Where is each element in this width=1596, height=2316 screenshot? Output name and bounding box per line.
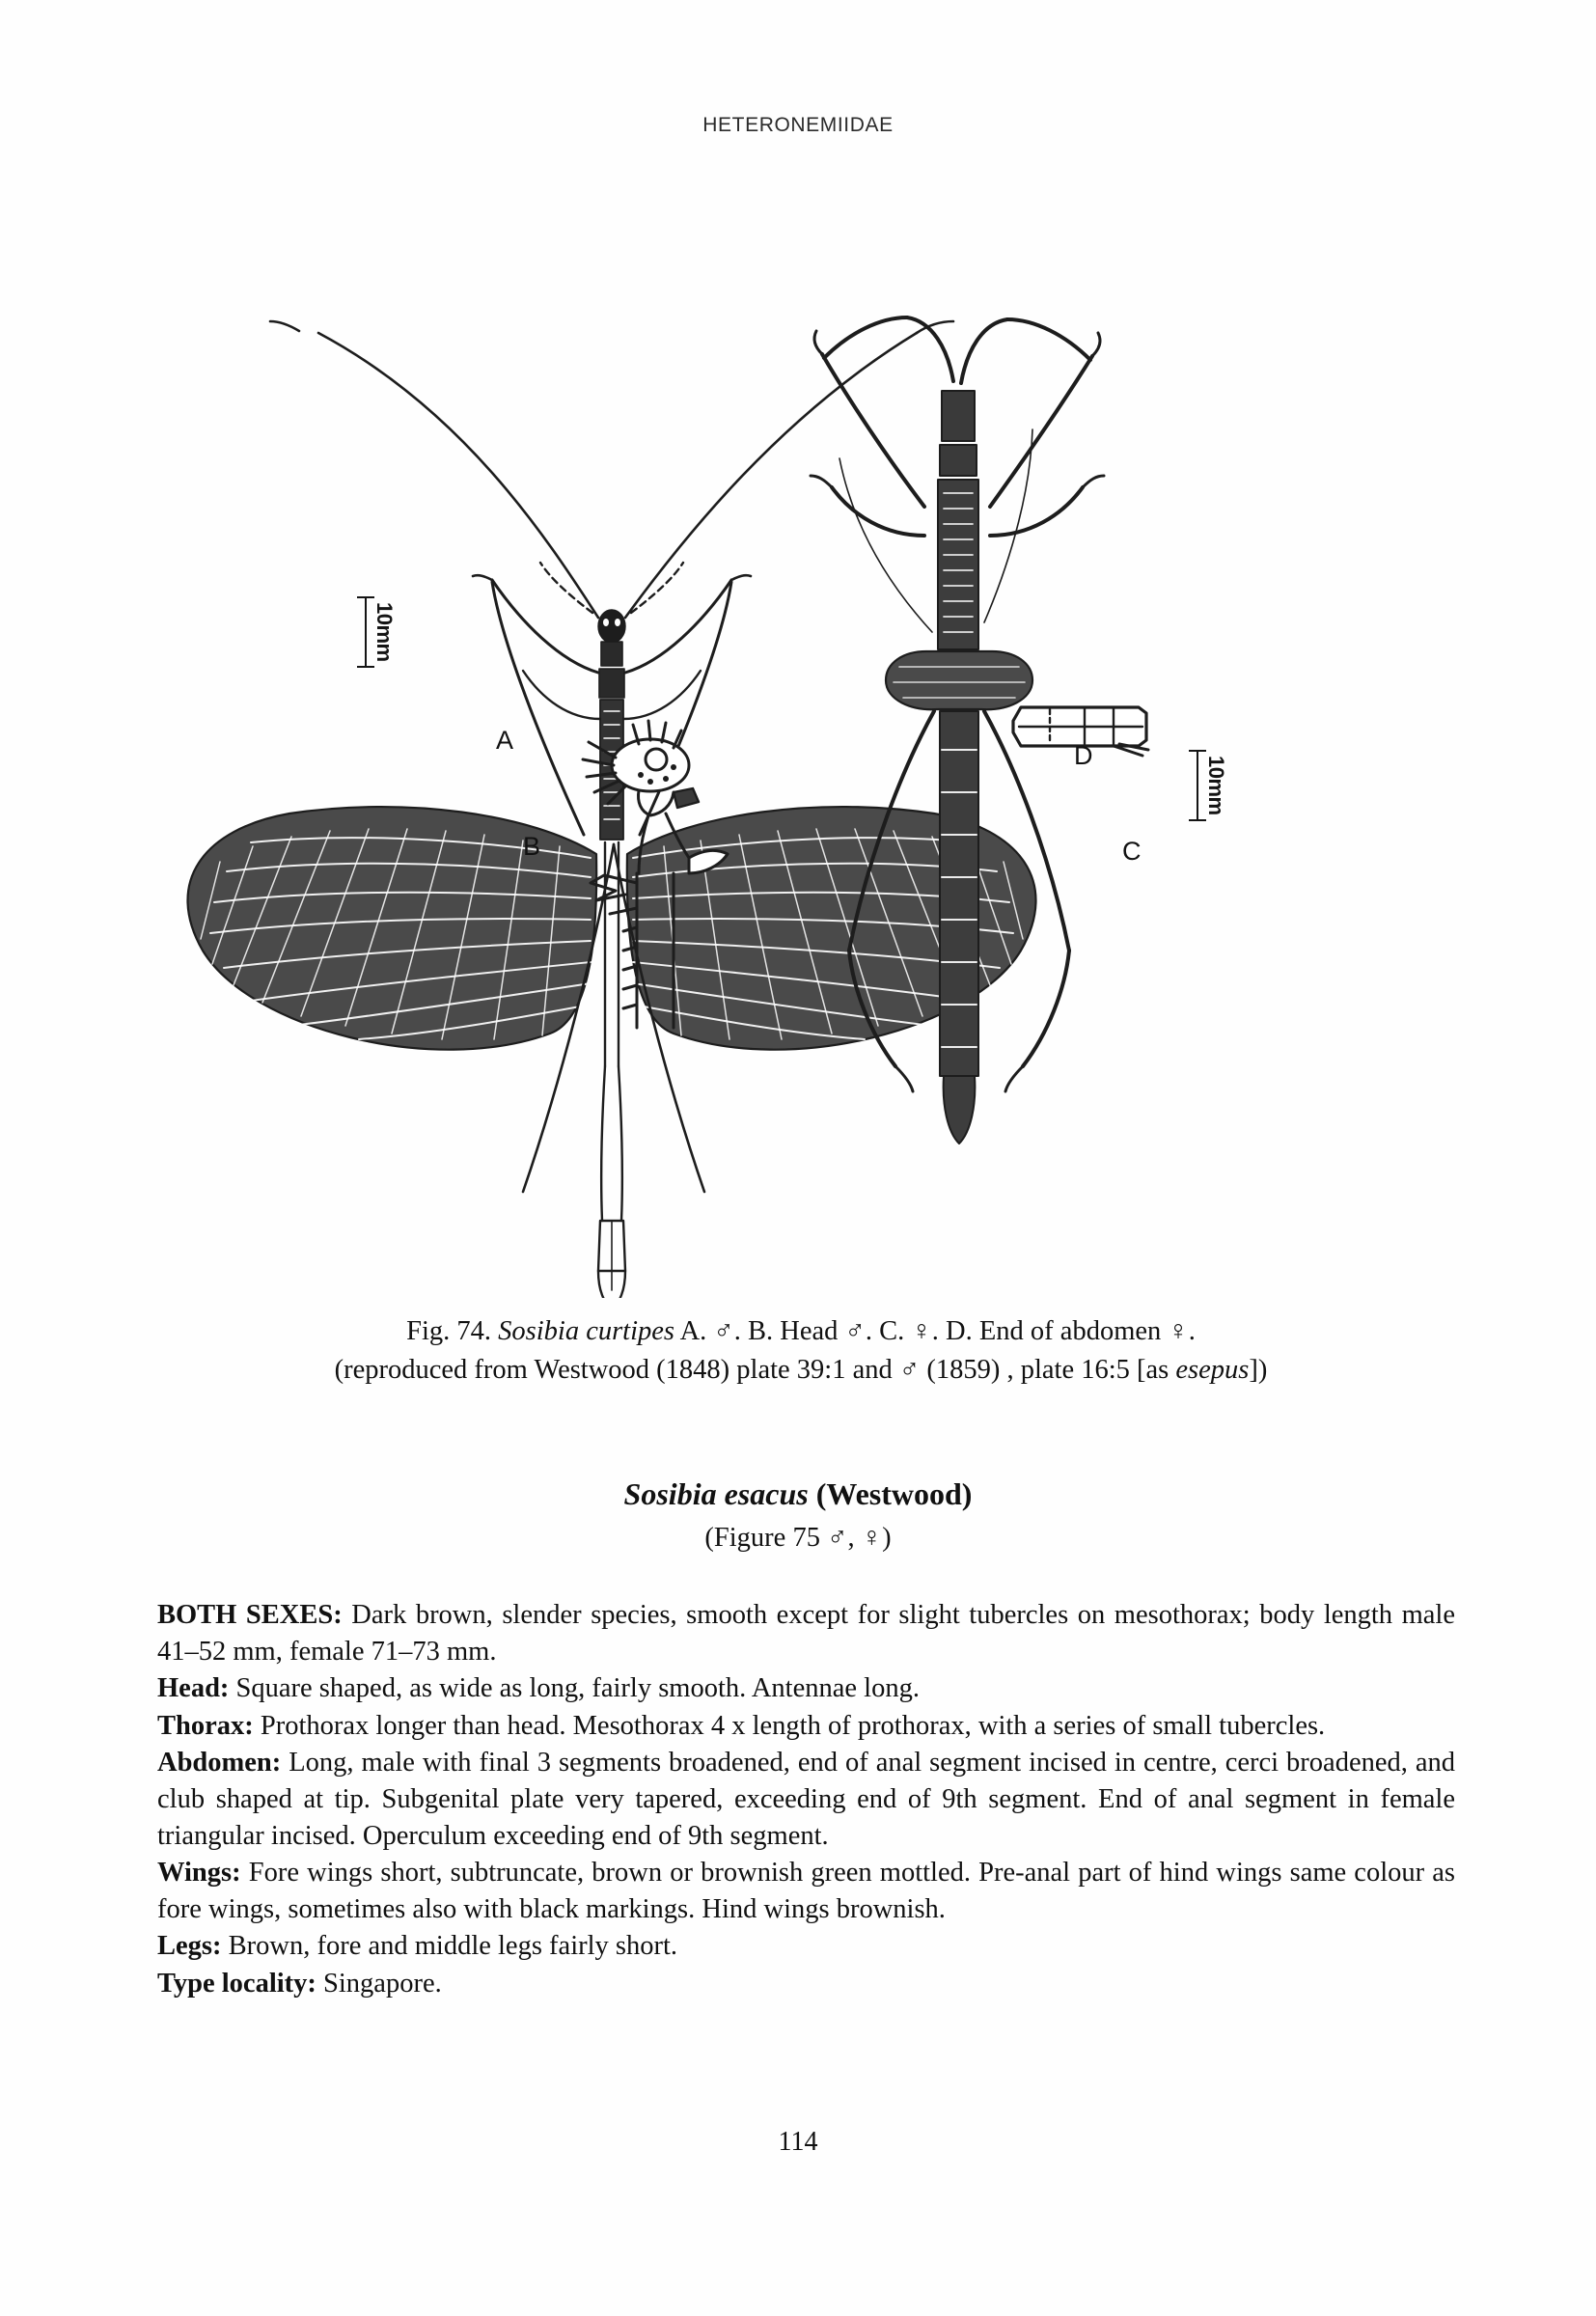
scale-bar-female [1197,750,1228,821]
abdomen-text: Long, male with final 3 segments broadened, end of anal segment incised in centre, cerci broadened, and club shaped at tip. Subgenital plate very tapered, exceeding end of 9th segment. End of anal segment in female triangular incised. Operculum exceeding end of 9th segment. [157,1748,1455,1851]
description-wings [157,1855,1455,1927]
species-authority: (Westwood) [815,1476,973,1511]
description-type-locality [157,1966,1455,2002]
figure-illustrations [145,217,1457,1298]
species-heading [0,1476,1596,1512]
running-head: HETERONEMIIDAE [702,114,894,136]
wings-label: Wings: [157,1858,241,1889]
caption-parts: A. ♂. B. Head ♂. C. ♀. D. End of abdomen ♀. [679,1316,1196,1346]
legs-text: Brown, fore and middle legs fairly short. [221,1931,678,1962]
page-number: 114 [778,2127,818,2157]
caption-figure-number: Fig. 74. [406,1316,492,1346]
caption-line-1 [125,1312,1476,1351]
scale-bar-line [1197,750,1198,821]
wings-text: Fore wings short, subtruncate, brown or brownish green mottled. Pre-anal part of hind wings same colour as fore wings, sometimes also with black markings. Hind wings brownish. [157,1858,1455,1924]
figure-label-c: C [1122,837,1142,866]
figure-label-a: A [496,726,514,755]
figure-label-d: D [1074,741,1093,770]
both-sexes-text: Dark brown, slender species, smooth except for slight tubercles on mesothorax; body length male 41–52 mm, female 71–73 mm. [157,1600,1455,1667]
scale-bar-label: 10mm [1204,756,1228,815]
description-thorax [157,1708,1455,1745]
caption-source-post: ]) [1249,1355,1268,1386]
species-figure-reference: (Figure 75 ♂, ♀) [704,1523,892,1553]
head-text: Square shaped, as wide as long, fairly smooth. Antennae long. [229,1673,920,1704]
thorax-text: Prothorax longer than head. Mesothorax 4 x length of prothorax, with a series of small tubercles. [253,1710,1326,1741]
species-description [157,1597,1455,2003]
type-locality-label: Type locality: [157,1969,316,1999]
description-abdomen [157,1745,1455,1854]
caption-species-name: Sosibia curtipes [498,1316,675,1346]
scale-bar-line [365,596,367,668]
figure-plate [145,217,1457,1298]
description-head [157,1670,1455,1707]
description-both-sexes [157,1597,1455,1669]
both-sexes-label: BOTH SEXES: [157,1600,343,1630]
legs-label: Legs: [157,1931,222,1962]
caption-line-2 [125,1351,1476,1390]
caption-source-pre: (reproduced from Westwood (1848) plate 39:1 and ♂ (1859) , plate 16:5 [as [334,1355,1176,1386]
figure-caption [125,1312,1476,1391]
type-locality-text: Singapore. [316,1969,442,1999]
scale-bar-male [365,596,397,668]
thorax-label: Thorax: [157,1710,254,1741]
caption-source-synonym: esepus [1175,1355,1250,1386]
description-legs [157,1928,1455,1965]
figure-label-b: B [523,832,541,861]
species-name: Sosibia esacus [623,1476,809,1511]
head-label: Head: [157,1673,230,1704]
scale-bar-label: 10mm [372,602,397,662]
abdomen-label: Abdomen: [157,1748,282,1778]
